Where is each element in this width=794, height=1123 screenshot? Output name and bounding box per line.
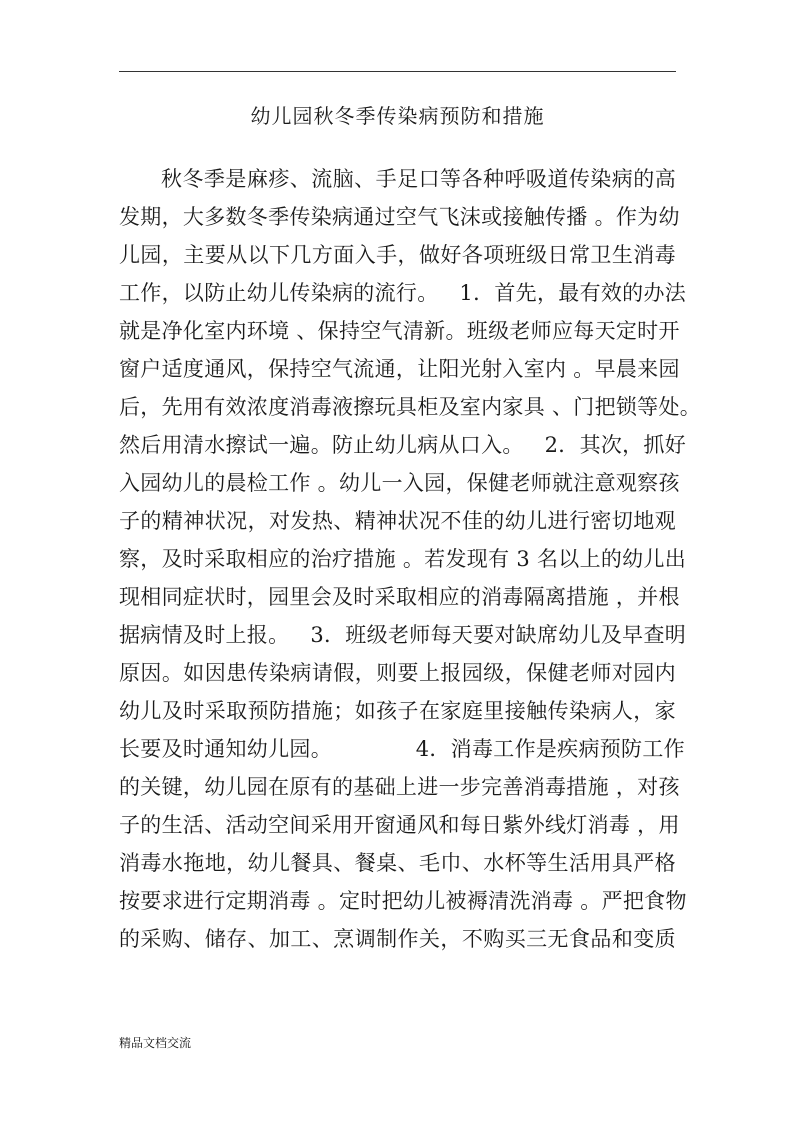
body-line: 察，及时采取相应的治疗措施 。若发现有 3 名以上的幼儿出	[119, 547, 687, 571]
body-line: 子的生活、活动空间采用开窗通风和每日紫外线灯消毒 ，用	[119, 813, 680, 837]
body-line: 然后用清水擦试一遍。防止幼儿病从口入。 2．其次，抓好	[119, 433, 687, 457]
body-line: 秋冬季是麻疹、流脑、手足口等各种呼吸道传染病的高	[161, 167, 676, 191]
header-rule	[119, 71, 676, 72]
body-line: 入园幼儿的晨检工作 。幼儿一入园，保健老师就注意观察孩	[119, 471, 680, 495]
body-line: 原因。如因患传染病请假，则要上报园级，保健老师对园内	[119, 661, 676, 685]
footer-note: 精品文档交流	[119, 1036, 192, 1050]
body-line: 按要求进行定期消毒 。定时把幼儿被褥清洗消毒 。严把食物	[119, 889, 687, 913]
body-line: 儿园，主要从以下几方面入手，做好各项班级日常卫生消毒	[119, 243, 676, 267]
body-line: 工作，以防止幼儿传染病的流行。 1．首先，最有效的办法	[119, 281, 687, 305]
body-line: 的采购、储存、加工、烹调制作关，不购买三无食品和变质	[119, 927, 676, 951]
body-line: 就是净化室内环境 、保持空气清新。班级老师应每天定时开	[119, 319, 680, 343]
body-line: 的关键，幼儿园在原有的基础上进一步完善消毒措施 ，对孩	[119, 775, 680, 799]
body-line: 现相同症状时，园里会及时采取相应的消毒隔离措施 ，并根	[119, 585, 680, 609]
body-line: 消毒水拖地，幼儿餐具、餐桌、毛巾、水杯等生活用具严格	[119, 851, 676, 875]
body-line: 长要及时通知幼儿园。 4．消毒工作是疾病预防工作	[119, 737, 685, 761]
body-line: 后，先用有效浓度消毒液擦玩具柜及室内家具 、门把锁等处。	[119, 395, 702, 419]
body-line: 幼儿及时采取预防措施；如孩子在家庭里接触传染病人，家	[119, 699, 676, 723]
document-title: 幼儿园秋冬季传染病预防和措施	[250, 104, 545, 128]
body-line: 发期，大多数冬季传染病通过空气飞沫或接触传播 。作为幼	[119, 205, 680, 229]
document-body	[119, 160, 702, 958]
body-line: 据病情及时上报。 3．班级老师每天要对缺席幼儿及早查明	[119, 623, 687, 647]
body-line: 窗户适度通风，保持空气流通，让阳光射入室内 。早晨来园	[119, 357, 680, 381]
body-line: 子的精神状况，对发热、精神状况不佳的幼儿进行密切地观	[119, 509, 676, 533]
